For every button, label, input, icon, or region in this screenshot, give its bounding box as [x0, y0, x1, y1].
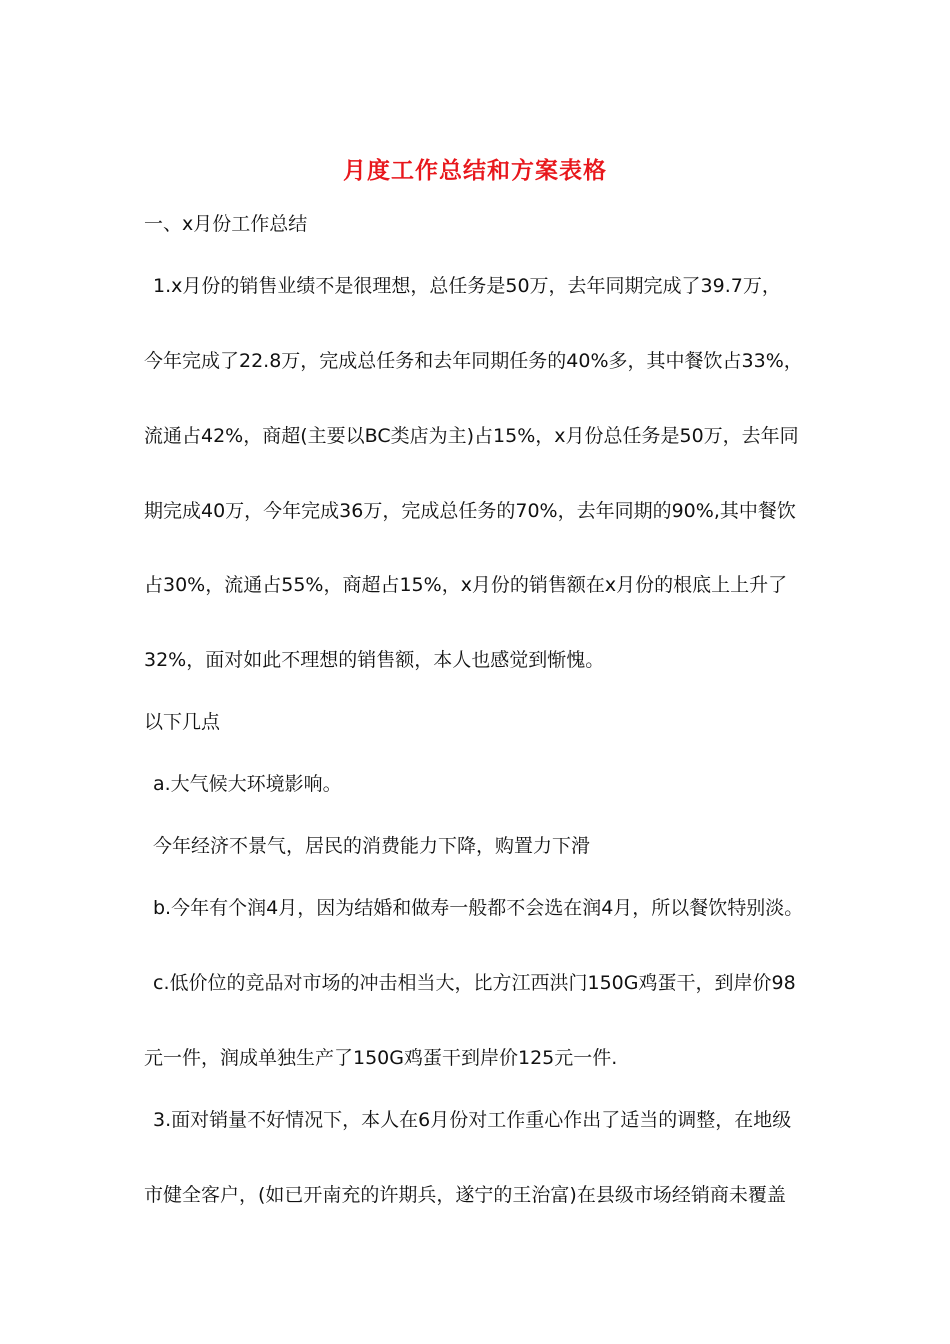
paragraph-3-line: 3.面对销量不好情况下，本人在6月份对工作重心作出了适当的调整，在地级 — [153, 1109, 792, 1131]
reason-c-line: 元一件，润成单独生产了150G鸡蛋干到岸价125元一件. — [144, 1047, 618, 1069]
reason-c-line: c.低价位的竞品对市场的冲击相当大，比方江西洪门150G鸡蛋干，到岸价98 — [153, 972, 796, 994]
paragraph-line: 流通占42%，商超(主要以BC类店为主)占15%，x月份总任务是50万，去年同 — [144, 425, 799, 447]
paragraph-line: 占30%，流通占55%，商超占15%，x月份的销售额在x月份的根底上上升了 — [144, 574, 788, 596]
paragraph-line: 32%，面对如此不理想的销售额，本人也感觉到惭愧。 — [144, 649, 605, 671]
document-title: 月度工作总结和方案表格 — [343, 157, 607, 184]
reason-a-detail: 今年经济不景气，居民的消费能力下降，购置力下滑 — [153, 835, 591, 857]
section-heading: 一、x月份工作总结 — [144, 213, 308, 235]
reason-b: b.今年有个润4月，因为结婚和做寿一般都不会选在润4月，所以餐饮特别淡。 — [153, 897, 804, 919]
reasons-intro: 以下几点 — [144, 711, 221, 733]
paragraph-line: 1.x月份的销售业绩不是很理想，总任务是50万，去年同期完成了39.7万， — [153, 275, 781, 297]
paragraph-line: 期完成40万，今年完成36万，完成总任务的70%，去年同期的90%,其中餐饮 — [144, 500, 796, 522]
reason-a: a.大气候大环境影响。 — [153, 773, 342, 795]
paragraph-3-line: 市健全客户，(如已开南充的许期兵，遂宁的王治富)在县级市场经销商未覆盖 — [144, 1184, 786, 1206]
paragraph-line: 今年完成了22.8万，完成总任务和去年同期任务的40%多，其中餐饮占33%， — [144, 350, 803, 372]
